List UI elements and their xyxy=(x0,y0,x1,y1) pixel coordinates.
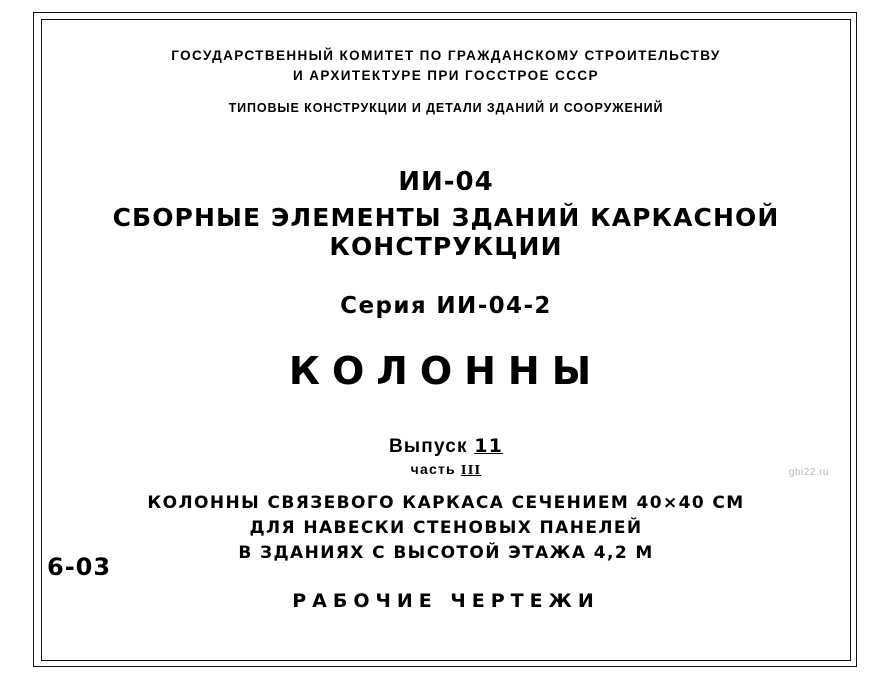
part-label: часть xyxy=(410,461,456,477)
part-number: III xyxy=(460,463,482,477)
title-page-content xyxy=(41,19,851,661)
description-line-3: В ЗДАНИЯХ С ВЫСОТОЙ ЭТАЖА 4,2 М xyxy=(238,543,654,563)
document-description xyxy=(41,491,851,566)
bottom-left-code: 6-03 xyxy=(47,553,112,581)
publication-category: ТИПОВЫЕ КОНСТРУКЦИИ И ДЕТАЛИ ЗДАНИЙ И СООРУЖЕНИЙ xyxy=(228,101,664,115)
watermark: gbi22.ru xyxy=(788,467,829,478)
part-line xyxy=(41,461,851,477)
series-designation: Серия ИИ-04-2 xyxy=(340,293,552,319)
working-drawings-label: РАБОЧИЕ ЧЕРТЕЖИ xyxy=(292,590,600,612)
series-code: ИИ-04 xyxy=(398,167,494,197)
issue-number: 11 xyxy=(474,435,504,457)
page-title: КОЛОННЫ xyxy=(288,349,604,393)
description-line-1: КОЛОННЫ СВЯЗЕВОГО КАРКАСА СЕЧЕНИЕМ 40×40 СМ xyxy=(147,493,745,513)
series-title: СБОРНЫЕ ЭЛЕМЕНТЫ ЗДАНИЙ КАРКАСНОЙ КОНСТРУКЦИИ xyxy=(112,203,780,261)
authority-line-2: И АРХИТЕКТУРЕ ПРИ ГОССТРОЕ СССР xyxy=(293,68,599,83)
authority-line-1: ГОСУДАРСТВЕННЫЙ КОМИТЕТ ПО ГРАЖДАНСКОМУ СТРОИТЕЛЬСТВУ xyxy=(171,48,721,63)
issue-label: Выпуск xyxy=(388,436,468,457)
issuing-authority xyxy=(41,46,851,86)
issue-line xyxy=(41,435,851,458)
description-line-2: ДЛЯ НАВЕСКИ СТЕНОВЫХ ПАНЕЛЕЙ xyxy=(249,518,643,538)
